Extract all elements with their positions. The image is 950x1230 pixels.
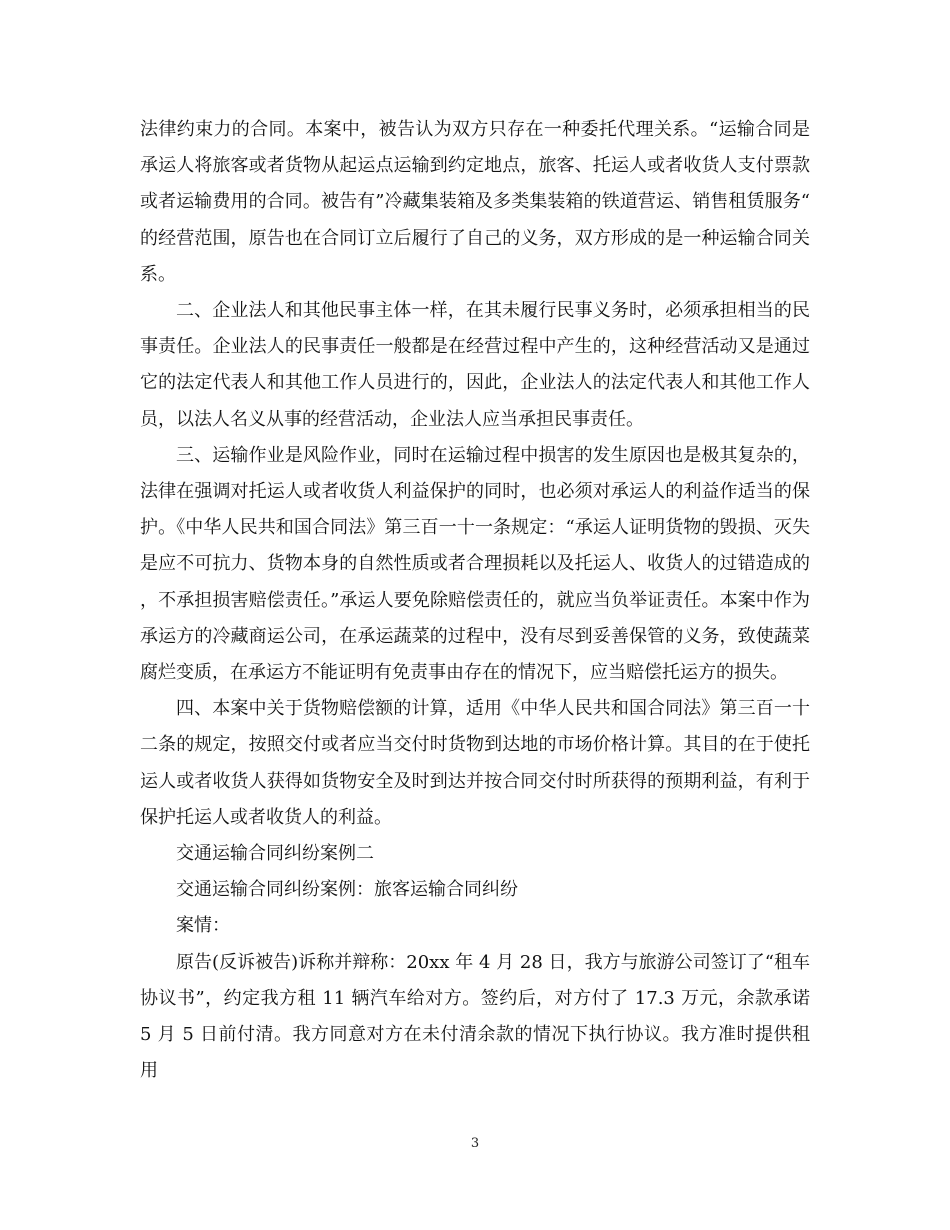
case-subtitle: 交通运输合同纠纷案例：旅客运输合同纠纷 (176, 879, 518, 901)
paragraph-point-four: 四、本案中关于货物赔偿额的计算，适用《中华人民共和国合同法》第三百一十二条的规定，按照交付或者应当交付时货物到达地的市场价格计算。其目的在于使托运人或者收货人获得如货物安全及时到达并按合同交付时所获得的预期利益，有利于保护托运人或者收货人的利益。 (140, 698, 810, 828)
document-body (140, 112, 810, 1089)
case-facts-heading: 案情： (176, 915, 230, 937)
paragraph-contract-relationship: 法律约束力的合同。本案中，被告认为双方只存在一种委托代理关系。“运输合同是承运人将旅客或者货物从起运点运输到约定地点，旅客、托运人或者收货人支付票款或者运输费用的合同。被告有”冷藏集装箱及多类集装箱的铁道营运、销售租赁服务“的经营范围，原告也在合同订立后履行了自己的义务，双方形成的是一种运输合同关系。 (140, 119, 810, 285)
paragraph-plaintiff-claim: 原告(反诉被告)诉称并辩称：20xx 年 4 月 28 日，我方与旅游公司签订了“租车协议书”，约定我方租 11 辆汽车给对方。签约后，对方付了 17.3 万元，余款承诺 5 月 5 日前付清。我方同意对方在未付清余款的情况下执行协议。我方准时提供租用 (140, 951, 810, 1082)
paragraph-point-two: 二、企业法人和其他民事主体一样，在其未履行民事义务时，必须承担相当的民事责任。企业法人的民事责任一般都是在经营过程中产生的，这种经营活动又是通过它的法定代表人和其他工作人员进行的，因此，企业法人的法定代表人和其他工作人员，以法人名义从事的经营活动，企业法人应当承担民事责任。 (140, 300, 810, 430)
section-heading-case-two: 交通运输合同纠纷案例二 (176, 843, 374, 865)
page-number: 3 (470, 1136, 480, 1151)
paragraph-point-three: 三、运输作业是风险作业，同时在运输过程中损害的发生原因也是极其复杂的，法律在强调对托运人或者收货人利益保护的同时，也必须对承运人的利益作适当的保护。《中华人民共和国合同法》第三百一十一条规定：“承运人证明货物的毁损、灭失是应不可抗力、货物本身的自然性质或者合理损耗以及托运人、收货人的过错造成的，不承担损害赔偿责任。”承运人要免除赔偿责任的，就应当负举证责任。本案中作为承运方的冷藏商运公司，在承运蔬菜的过程中，没有尽到妥善保管的义务，致使蔬菜腐烂变质，在承运方不能证明有免责事由存在的情况下，应当赔偿托运方的损失。 (140, 444, 810, 684)
